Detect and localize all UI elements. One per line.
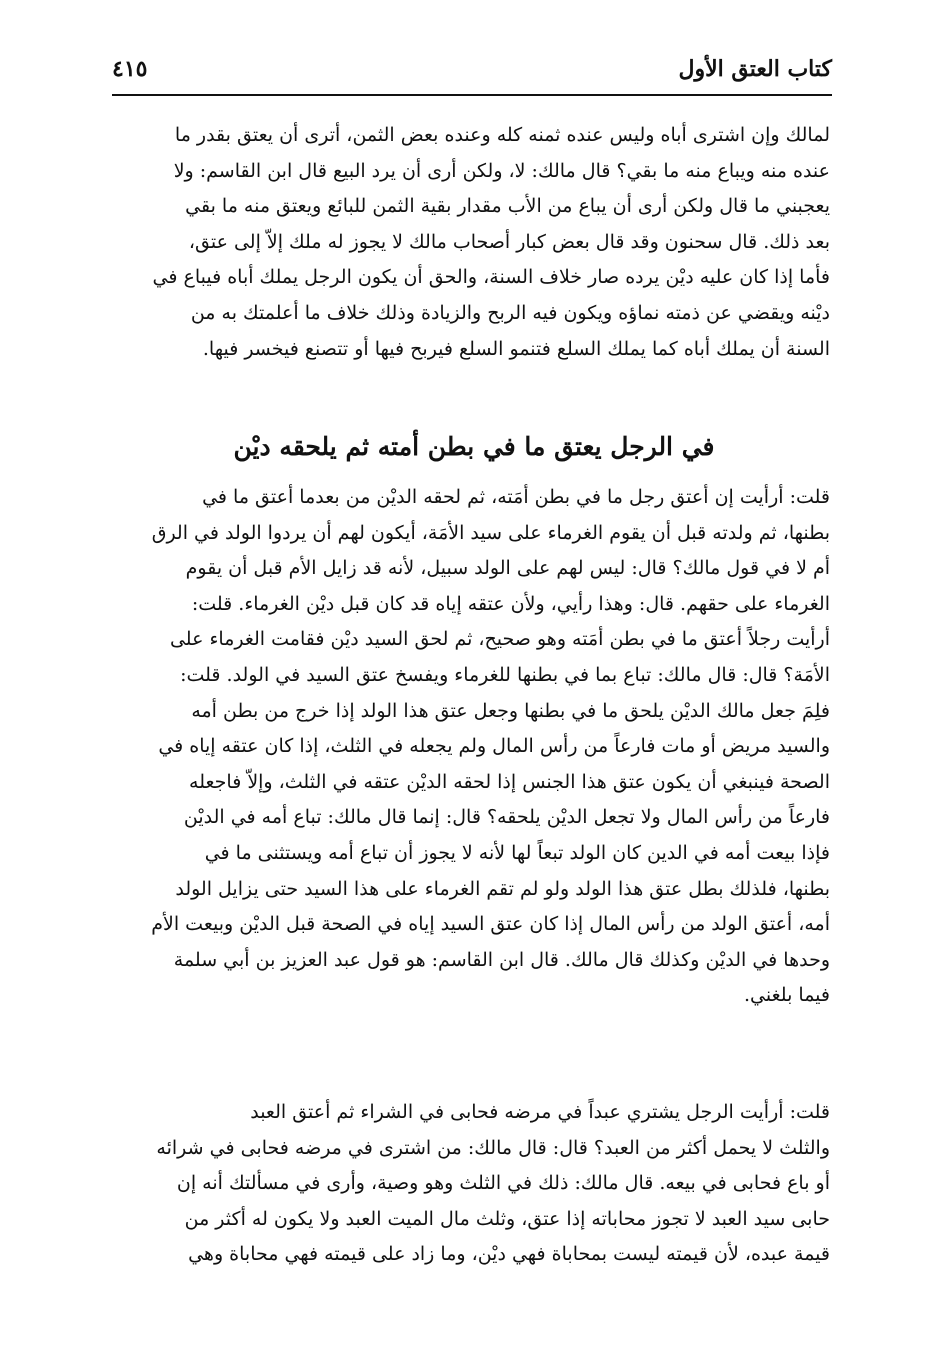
text-line: والثلث لا يحمل أكثر من العبد؟ قال: قال مالك: من اشترى في مرضه فحابى في شرائه xyxy=(156,1136,830,1159)
text-line: الغرماء على حقهم. قال: وهذا رأيي، ولأن عتقه إياه قد كان قبل ديْن الغرماء. قلت: xyxy=(191,592,830,615)
text-line: فلِمَ جعل مالك الديْن يلحق ما في بطنها وجعل عتق هذا الولد إذا خرج من بطن أمه xyxy=(191,699,830,722)
page-number: ٤١٥ xyxy=(112,56,148,82)
text-line: لمالك وإن اشترى أباه وليس عنده ثمنه كله وعنده بعض الثمن، أترى أن يعتق بقدر ما xyxy=(174,124,830,146)
text-line: قلت: أرأيت إن أعتق رجل ما في بطن أمَته، ثم لحقه الديْن من بعدما أعتق ما في xyxy=(202,486,830,508)
section-heading: في الرجل يعتق ما في بطن أمته ثم يلحقه ديْن xyxy=(233,432,715,461)
text-line: فيما بلغني. xyxy=(744,984,830,1007)
text-line: عنده منه ويباع منه ما بقي؟ قال مالك: لا، ولكن أرى أن يرد البيع قال ابن القاسم: ولا xyxy=(173,159,830,182)
text-line: وحدها في الديْن وكذلك قال مالك. قال ابن القاسم: هو قول عبد العزيز بن أبي سلمة xyxy=(173,948,830,971)
running-title: كتاب العتق الأول xyxy=(678,56,832,82)
text-line: الأمَة؟ قال: قال مالك: تباع بما في بطنها للغرماء ويفسخ عتق السيد في الولد. قلت: xyxy=(180,663,830,686)
paragraph-1 xyxy=(118,118,830,367)
paragraph-2 xyxy=(118,480,830,1014)
header-divider xyxy=(112,94,832,96)
text-line: فإذا بيعت أمه في الدين كان الولد تبعاً لها لأنه لا يجوز أن تباع أمه ويستثنى ما في xyxy=(204,841,830,864)
page-header xyxy=(112,56,832,92)
text-line: أمه، أعتق الولد من رأس المال إذا كان عتق السيد إياه في الصحة قبل الديْن وبيعت الأم xyxy=(151,913,830,936)
text-line: يعجبني ما قال ولكن أرى أن يباع من الأب مقدار بقية الثمن للبائع ويعتق منه ما بقي xyxy=(185,195,830,218)
text-line: بعد ذلك. قال سحنون وقد قال بعض كبار أصحاب مالك لا يجوز له ملك إلاّ إلى عتق، xyxy=(188,230,830,253)
text-line: قيمة عبده، لأن قيمته ليست بمحاباة فهي ديْن، وما زاد على قيمته فهي محاباة وهي xyxy=(188,1243,830,1266)
text-line: فأما إذا كان عليه ديْن يرده صار خلاف السنة، والحق أن يكون الرجل يملك أباه فيباع في xyxy=(152,266,830,289)
text-line: حابى سيد العبد لا تجوز محاباته إذا عتق، وثلث مال الميت العبد ولا يكون له أكثر من xyxy=(184,1207,830,1230)
text-line: بطنها، ثم ولدته قبل أن يقوم الغرماء على سيد الأمَة، أيكون لهم أن يردوا الولد في الرق xyxy=(151,521,830,544)
text-line: أرأيت رجلاً أعتق ما في بطن أمَته وهو صحيح، ثم لحق السيد ديْن فقامت الغرماء على xyxy=(169,628,830,651)
text-line: الصحة فينبغي أن يكون عتق هذا الجنس إذا لحقه الديْن عتقه في الثلث، وإلاّ فاجعله xyxy=(189,770,830,793)
text-line: السنة أن يملك أباه كما يملك السلع فتنمو السلع فيربح فيها أو تتصنع فيخسر فيها. xyxy=(202,337,830,360)
text-line: بطنها، فلذلك بطل عتق هذا الولد ولو لم تقم الغرماء على هذا السيد حتى يزايل الولد xyxy=(175,877,830,900)
text-line: فارعاً من رأس المال ولا تجعل الديْن يلحقه؟ قال: إنما قال مالك: تباع أمه في الديْن xyxy=(183,806,830,829)
text-line: أو باع فحابى في بيعه. قال مالك: ذلك في الثلث وهو وصية، وأرى في مسألتك أنه إن xyxy=(176,1172,830,1195)
text-line: أم لا في قول مالك؟ قال: ليس لهم على الولد سبيل، لأنه قد زايل الأم قبل أن يقوم xyxy=(185,557,830,580)
text-line: والسيد مريض أو مات فارعاً من رأس المال ولم يجعله في الثلث، إذا كان عتقه إياه في xyxy=(158,735,830,758)
text-line: ديْنه ويقضي عن ذمته نماؤه ويكون فيه الربح والزيادة وذلك خلاف ما أعلمتك به من xyxy=(190,301,830,324)
paragraph-3 xyxy=(118,1095,830,1273)
text-line: قلت: أرأيت الرجل يشتري عبداً في مرضه فحابى في الشراء ثم أعتق العبد xyxy=(250,1101,830,1123)
